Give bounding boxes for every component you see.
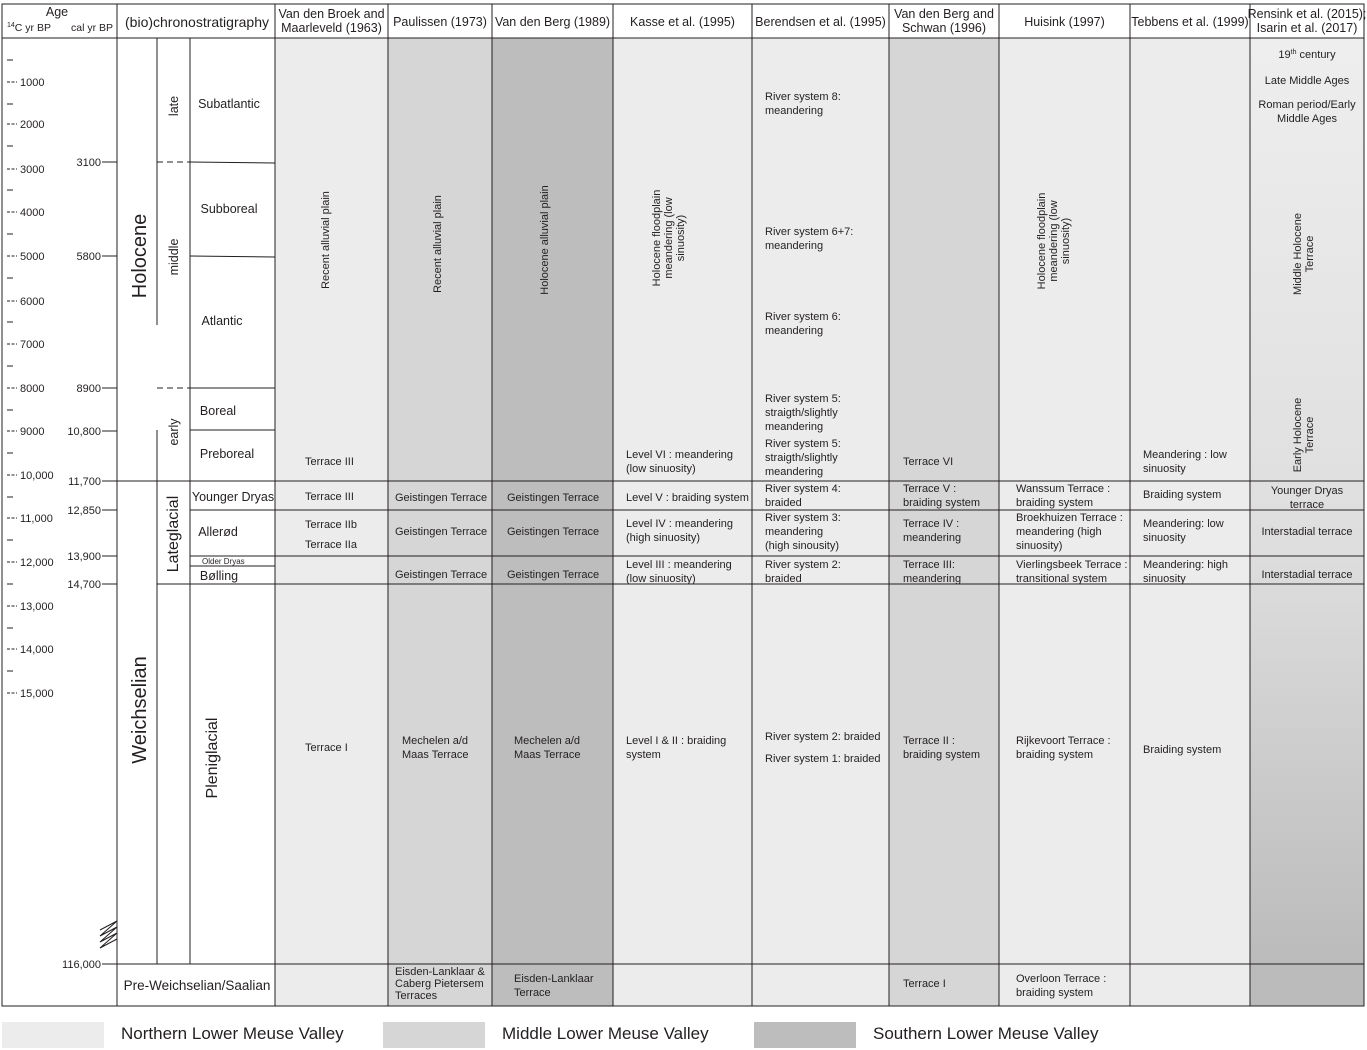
early-holocene-text-line: Early Holocene — [1292, 397, 1304, 473]
cell-text: sinuosity — [1143, 532, 1186, 544]
column-fill-pre — [752, 964, 889, 1006]
cell-text: braiding system — [903, 497, 981, 509]
cell-text: Rijkevoort Terrace : — [1016, 735, 1111, 747]
cell-text: (high sinuosity) — [626, 532, 700, 544]
c14-tick-label: 11,000 — [20, 513, 53, 525]
cal-tick-label: 13,900 — [67, 551, 101, 563]
cell-text: meandering (high — [1016, 526, 1102, 538]
column-header-text: Tebbens et al. (1999) — [1131, 15, 1249, 29]
grid-line — [190, 162, 275, 163]
cal-tick-label: 14,700 — [67, 579, 101, 591]
cell-text: River system 2: — [765, 559, 841, 571]
cell-text: Eisden-Lanklaar — [514, 973, 594, 985]
cell-text: meandering — [765, 105, 824, 117]
c14-sup: 14 — [7, 22, 15, 29]
epoch-weichselian: Weichselian — [129, 656, 151, 764]
cell-text: River system 2: braided — [765, 731, 881, 743]
cell-text: terrace — [1289, 499, 1325, 511]
middle-holocene-text-line: Middle Holocene — [1292, 213, 1304, 295]
cell-text: Geistingen Terrace — [507, 569, 600, 581]
cell-text: Terrace III — [305, 491, 354, 503]
sub-lateglacial: Lateglacial — [165, 495, 182, 573]
cell-text: sinuosity) — [1016, 540, 1063, 552]
column-header-text: Rensink et al. (2015); — [1247, 7, 1367, 21]
cell-text: Interstadial terrace — [1261, 526, 1353, 538]
holocene-text-line: meandering (low — [1048, 200, 1060, 282]
cell-text: Roman period/Early — [1258, 99, 1356, 111]
cal-tick-label: 11,700 — [68, 476, 101, 488]
column-fill-pre — [999, 964, 1130, 1006]
stage-preboreal: Preboreal — [199, 447, 255, 461]
cell-text: Caberg Pietersem — [395, 978, 484, 990]
c14-tick-label: 15,000 — [20, 688, 54, 700]
age-axis — [7, 60, 117, 971]
cell-text: meandering — [765, 325, 824, 337]
stage-pleniglacial: Pleniglacial — [204, 717, 221, 799]
column-fill-pre — [1130, 964, 1250, 1006]
sub-early: early — [167, 418, 181, 446]
column-header-text: Van den Broek and — [278, 7, 385, 21]
cell-text: River system 3: — [765, 512, 841, 524]
cell-text: Meandering: high — [1143, 559, 1229, 571]
column-header-text: Schwan (1996) — [901, 21, 987, 35]
chrono-header: (bio)chronostratigraphy — [125, 14, 269, 30]
cell-text: Terraces — [395, 990, 438, 1002]
cell-text: Middle Ages — [1277, 113, 1337, 125]
cell-text: meandering — [765, 526, 824, 538]
c19-base: 19 — [1278, 49, 1291, 61]
cell-text: River system 8: — [765, 91, 841, 103]
stage-older-dryas: Older Dryas — [202, 557, 245, 566]
cell-text: River system 6: — [765, 311, 841, 323]
c14-tick-label: 5000 — [20, 251, 45, 263]
cell-text: Terrace I — [305, 742, 348, 754]
chronostratigraphy — [124, 96, 275, 993]
cell-text: meandering — [765, 466, 824, 478]
holocene-text-line: Recent alluvial plain — [432, 195, 444, 293]
cell-text: Maas Terrace — [514, 749, 581, 761]
column-fill-pre — [492, 964, 613, 1006]
cal-tick-label: 116,000 — [62, 959, 101, 971]
cell-text: (low sinuosity) — [626, 573, 696, 585]
cell-text: meandering — [903, 573, 962, 585]
cell-text: Geistingen Terrace — [507, 492, 600, 504]
c14-tick-label: 14,000 — [20, 644, 54, 656]
cell-text: Meandering: low — [1143, 518, 1224, 530]
cell-text: Terrace II : — [903, 735, 955, 747]
cell-text: braiding system — [1016, 987, 1094, 999]
c14-tick-label: 10,000 — [20, 470, 54, 482]
column-header-text: Van den Berg and — [894, 7, 994, 21]
cell-text: (low sinuosity) — [626, 463, 696, 475]
cal-tick-label: 12,850 — [67, 505, 101, 517]
cell-text: sinuosity — [1143, 463, 1186, 475]
cell-text: (high sinousity) — [765, 540, 839, 552]
cal-tick-label: 3100 — [76, 157, 101, 169]
cell-text: meandering — [765, 240, 824, 252]
cell-text: Level VI : meandering — [626, 449, 734, 461]
cell-text: braiding system — [1016, 749, 1094, 761]
cell-text: Overloon Terrace : — [1016, 973, 1107, 985]
sub-middle: middle — [167, 238, 181, 276]
cal-tick-label: 10,800 — [67, 426, 101, 438]
sub-late: late — [167, 95, 181, 117]
holocene-text-line: Holocene floodplain — [651, 189, 663, 287]
late-19th-century — [1278, 49, 1336, 61]
cell-text: River system 4: — [765, 483, 841, 495]
cell-text: Wanssum Terrace : — [1016, 483, 1111, 495]
holocene-text-line: sinuosity) — [675, 214, 687, 262]
legend-label-southern: Southern Lower Meuse Valley — [873, 1024, 1099, 1043]
holocene-text-line: sinuosity) — [1060, 217, 1072, 265]
cell-text: Level IV : meandering — [626, 518, 734, 530]
holocene-text — [320, 191, 332, 289]
column-fill — [1130, 38, 1250, 964]
cell-text: Geistingen Terrace — [395, 526, 488, 538]
cell-text: River system 5: — [765, 438, 841, 450]
holocene-text-line: Holocene alluvial plain — [539, 185, 551, 295]
c19-rest: century — [1296, 49, 1336, 61]
cell-text: Broekhuizen Terrace : — [1016, 512, 1123, 524]
column-fill-pre — [613, 964, 752, 1006]
cell-text: braiding system — [1016, 497, 1094, 509]
legend-swatch-middle — [383, 1022, 485, 1048]
column-fill-pre — [275, 964, 388, 1006]
stage-bolling: Bølling — [199, 569, 239, 583]
cell-text: Level V : braiding system — [626, 492, 749, 504]
stage-younger-dryas: Younger Dryas — [191, 490, 275, 504]
cell-text: Terrace IV : — [903, 518, 960, 530]
column-fill-pre — [1250, 964, 1364, 1006]
cal-tick-label: 8900 — [76, 383, 101, 395]
cell-text: Terrace IIb — [305, 519, 357, 531]
c14-tick-label: 2000 — [20, 119, 45, 131]
cell-text: Terrace — [514, 987, 551, 999]
c14-tick-label: 7000 — [20, 339, 45, 351]
cell-text: River system 6+7: — [765, 226, 854, 238]
cal-tick-label: 5800 — [76, 251, 101, 263]
cell-text: Eisden-Lanklaar & — [395, 966, 485, 978]
c14-tick-label: 4000 — [20, 207, 45, 219]
cell-text: braided — [765, 573, 802, 585]
cell-text: braided — [765, 497, 802, 509]
cell-text: Interstadial terrace — [1261, 569, 1353, 581]
cell-text: straigth/slightly — [765, 452, 838, 464]
holocene-text-line: Recent alluvial plain — [320, 191, 332, 289]
column-header-text: Maarleveld (1963) — [281, 21, 382, 35]
age-header: Age — [45, 5, 69, 19]
c14-tick-label: 1000 — [20, 77, 45, 89]
column-header-text: Isarin et al. (2017) — [1256, 21, 1358, 35]
cell-text: River system 1: braided — [765, 753, 881, 765]
c14-header — [7, 22, 51, 34]
holocene-text — [539, 185, 551, 294]
holocene-text-line: Holocene floodplain — [1036, 192, 1048, 290]
column-header-text: Berendsen et al. (1995) — [755, 15, 886, 29]
stage-subboreal: Subboreal — [200, 202, 258, 216]
stage-boreal: Boreal — [199, 404, 237, 418]
legend-swatch-northern — [2, 1022, 104, 1048]
cell-text: Terrace VI — [903, 456, 954, 468]
cell-text: Mechelen a/d — [402, 735, 469, 747]
cell-text: River system 5: — [765, 393, 841, 405]
c14-tick-label: 3000 — [20, 164, 45, 176]
cell-text: Level I & II : braiding — [626, 735, 727, 747]
c14-tick-label: 12,000 — [20, 557, 54, 569]
cell-text: Terrace III: — [903, 559, 955, 571]
cell-text: meandering — [765, 421, 824, 433]
cell-text: Terrace I — [903, 978, 946, 990]
c14-tick-label: 8000 — [20, 383, 45, 395]
column-header-text: Huisink (1997) — [1024, 15, 1105, 29]
grid-line — [190, 256, 275, 257]
cell-text: Level III : meandering — [626, 559, 732, 571]
legend-label-northern: Northern Lower Meuse Valley — [121, 1024, 344, 1043]
c14-tick-label: 6000 — [20, 296, 45, 308]
legend-label-middle: Middle Lower Meuse Valley — [502, 1024, 709, 1043]
c14-tick-label: 9000 — [20, 426, 45, 438]
cell-text: Late Middle Ages — [1264, 75, 1350, 87]
c19-sup: th — [1290, 49, 1297, 56]
column-header-text: Paulissen (1973) — [393, 15, 487, 29]
column-headers — [7, 5, 269, 34]
middle-holocene-text-line: Terrace — [1304, 235, 1316, 273]
stage-pre-weichselian: Pre-Weichselian/Saalian — [123, 978, 271, 993]
column-header-text: Van den Berg (1989) — [494, 15, 611, 29]
cell-text: Meandering : low — [1143, 449, 1227, 461]
legend-swatch-southern — [754, 1022, 856, 1048]
axis-break — [100, 921, 117, 948]
cell-text: Geistingen Terrace — [395, 492, 488, 504]
holocene-text — [432, 195, 444, 293]
stage-allerod: Allerød — [198, 525, 238, 539]
column-header-text: Kasse et al. (1995) — [630, 15, 735, 29]
cell-text: Geistingen Terrace — [395, 569, 488, 581]
c14-tick-label: 13,000 — [20, 601, 54, 613]
cell-text: Maas Terrace — [402, 749, 469, 761]
cell-text: Terrace V : — [903, 483, 957, 495]
cell-text: meandering — [903, 532, 962, 544]
cell-text: braiding system — [903, 749, 981, 761]
stage-subatlantic: Subatlantic — [198, 97, 260, 111]
cell-text: system — [626, 749, 661, 761]
cell-text: transitional system — [1016, 573, 1108, 585]
cell-text: Mechelen a/d — [514, 735, 581, 747]
cell-text: Terrace IIa — [305, 539, 357, 551]
early-holocene-text-line: Terrace — [1304, 416, 1316, 454]
stage-atlantic: Atlantic — [201, 314, 243, 328]
holocene-text-line: meandering (low — [663, 197, 675, 279]
cell-text: Younger Dryas — [1270, 485, 1344, 497]
cell-text: Terrace III — [305, 456, 354, 468]
cell-text: Geistingen Terrace — [507, 526, 600, 538]
cell-text: Vierlingsbeek Terrace : — [1016, 559, 1128, 571]
cell-text: Braiding system — [1143, 744, 1222, 756]
cell-text: Braiding system — [1143, 489, 1222, 501]
c14-rest: C yr BP — [14, 22, 51, 34]
cal-header: cal yr BP — [70, 22, 114, 34]
cell-text: straigth/slightly — [765, 407, 838, 419]
cell-text: sinuosity — [1143, 573, 1186, 585]
epoch-holocene: Holocene — [129, 213, 151, 299]
